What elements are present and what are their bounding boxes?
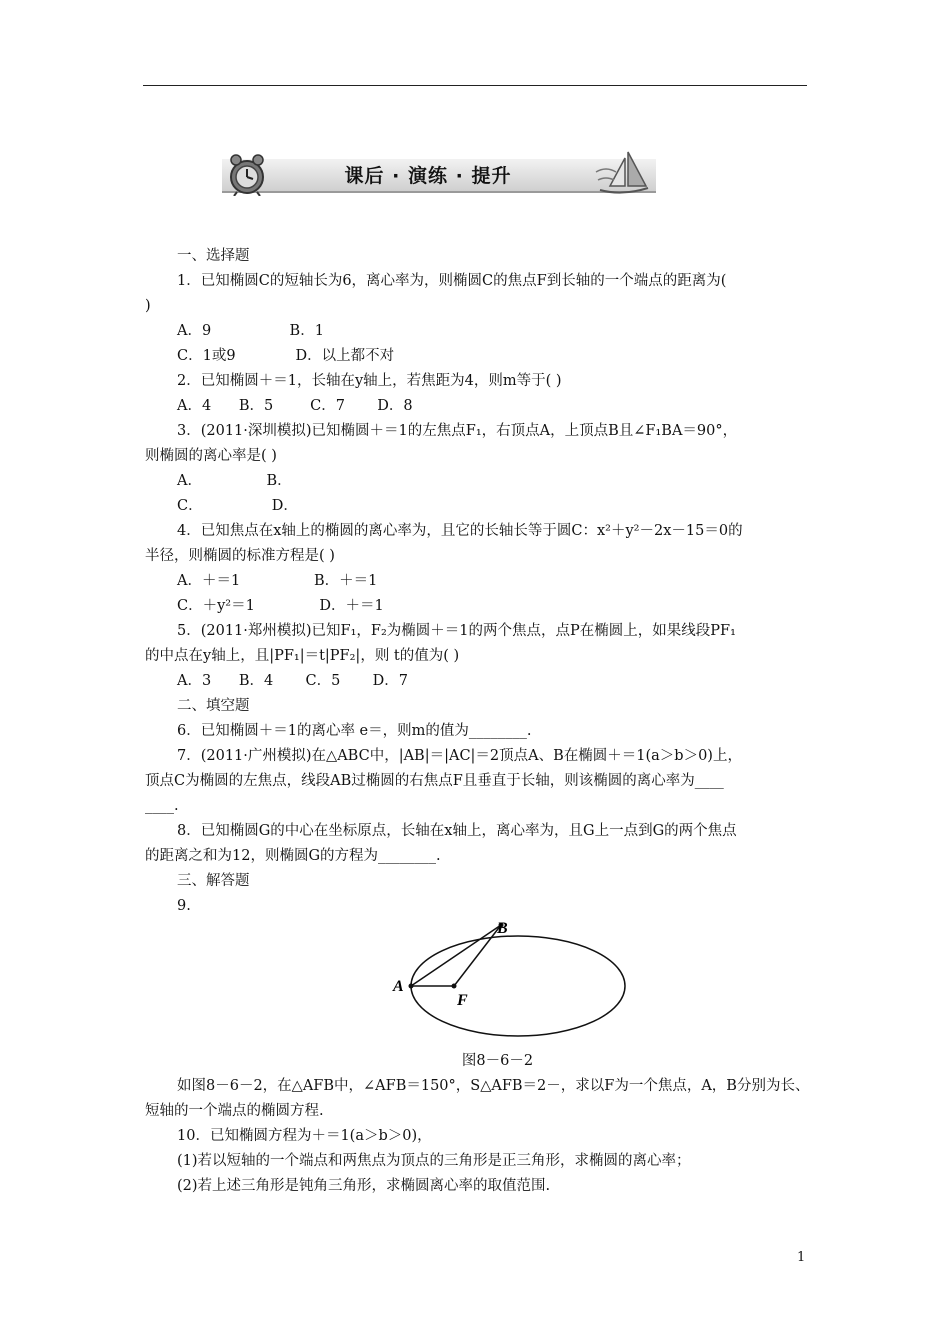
section-banner xyxy=(200,150,656,200)
ellipse-diagram xyxy=(145,919,810,1049)
question-3-stem-continued: 则椭圆的离心率是( ) xyxy=(145,448,277,464)
label-f: F xyxy=(457,992,468,1009)
question-2-stem: 2．已知椭圆＋＝1，长轴在y轴上，若焦距为4，则m等于( ) xyxy=(177,373,562,389)
question-5-stem-continued: 的中点在y轴上，且|PF₁|＝t|PF₂|，则 t的值为( ) xyxy=(145,648,460,664)
question-8-stem-continued: 的距离之和为12，则椭圆G的方程为________. xyxy=(145,848,441,864)
question-9-text: 如图8－6－2，在△AFB中，∠AFB＝150°，S△AFB＝2－，求以F为一个焦点，A，B分别为长、 xyxy=(177,1078,810,1094)
point-a xyxy=(409,984,414,989)
question-4-options-cd: C．＋y²＝1 D．＋＝1 xyxy=(177,598,384,614)
label-b: B xyxy=(497,920,508,937)
question-7-stem-continued: 顶点C为椭圆的左焦点，线段AB过椭圆的右焦点F且垂直于长轴，则该椭圆的离心率为____ xyxy=(145,773,724,789)
question-10-stem: 10．已知椭圆方程为＋＝1(a＞b＞0)， xyxy=(177,1128,432,1144)
question-10-part-1: (1)若以短轴的一个端点和两焦点为顶点的三角形是正三角形，求椭圆的离心率； xyxy=(177,1153,691,1169)
question-9-text-continued: 短轴的一个端点的椭圆方程. xyxy=(145,1103,324,1119)
question-1-stem: 1．已知椭圆C的短轴长为6，离心率为，则椭圆C的焦点F到长轴的一个端点的距离为( xyxy=(177,273,727,289)
worksheet-body xyxy=(145,244,810,1199)
question-1-options-cd: C．1或9 D．以上都不对 xyxy=(177,348,395,364)
question-5-stem: 5．(2011·郑州模拟)已知F₁，F₂为椭圆＋＝1的两个焦点，点P在椭圆上，如果线段PF₁ xyxy=(177,623,736,639)
sailboat-icon xyxy=(592,150,652,196)
question-6-stem: 6．已知椭圆＋＝1的离心率 e＝，则m的值为________. xyxy=(177,723,532,739)
question-9-number: 9. xyxy=(177,898,191,914)
figure-caption: 图8－6－2 xyxy=(461,1053,534,1069)
question-7-stem: 7．(2011·广州模拟)在△ABC中，|AB|＝|AC|＝2顶点A、B在椭圆＋＝1(a＞b＞0)上， xyxy=(177,748,742,764)
question-3-options-cd: C． D． xyxy=(177,498,298,514)
label-a: A xyxy=(393,978,404,995)
page-number: 1 xyxy=(797,1250,806,1265)
point-f xyxy=(452,984,457,989)
question-4-options-ab: A．＋＝1 B．＋＝1 xyxy=(177,573,378,589)
question-8-stem: 8．已知椭圆G的中心在坐标原点，长轴在x轴上，离心率为，且G上一点到G的两个焦点 xyxy=(177,823,737,839)
ellipse-figure xyxy=(145,919,810,1049)
question-5-options: A．3 B．4 C．5 D．7 xyxy=(177,673,408,689)
question-3-stem: 3．(2011·深圳模拟)已知椭圆＋＝1的左焦点F₁，右顶点A，上顶点B且∠F₁BA＝90°， xyxy=(177,423,738,439)
question-1-options-ab: A．9 B．1 xyxy=(177,323,324,339)
section-heading: 三、解答题 xyxy=(177,873,250,889)
question-10-part-2: (2)若上述三角形是钝角三角形，求椭圆离心率的取值范围. xyxy=(177,1178,551,1194)
header-rule xyxy=(143,85,807,86)
question-2-options: A．4 B．5 C．7 D．8 xyxy=(177,398,413,414)
question-1-stem-end: ) xyxy=(145,298,151,314)
question-7-stem-end: ____. xyxy=(145,798,179,814)
banner-title: 课后 · 演练 · 提升 xyxy=(344,165,512,187)
question-4-stem: 4．已知焦点在x轴上的椭圆的离心率为，且它的长轴长等于圆C：x²＋y²－2x－15＝0的 xyxy=(177,523,743,539)
segment-ab xyxy=(411,925,501,986)
section-heading: 一、选择题 xyxy=(177,248,250,264)
question-4-stem-continued: 半径，则椭圆的标准方程是( ) xyxy=(145,548,335,564)
segment-fb xyxy=(454,925,501,986)
section-heading: 二、填空题 xyxy=(177,698,250,714)
question-3-options-ab: A． B． xyxy=(177,473,292,489)
